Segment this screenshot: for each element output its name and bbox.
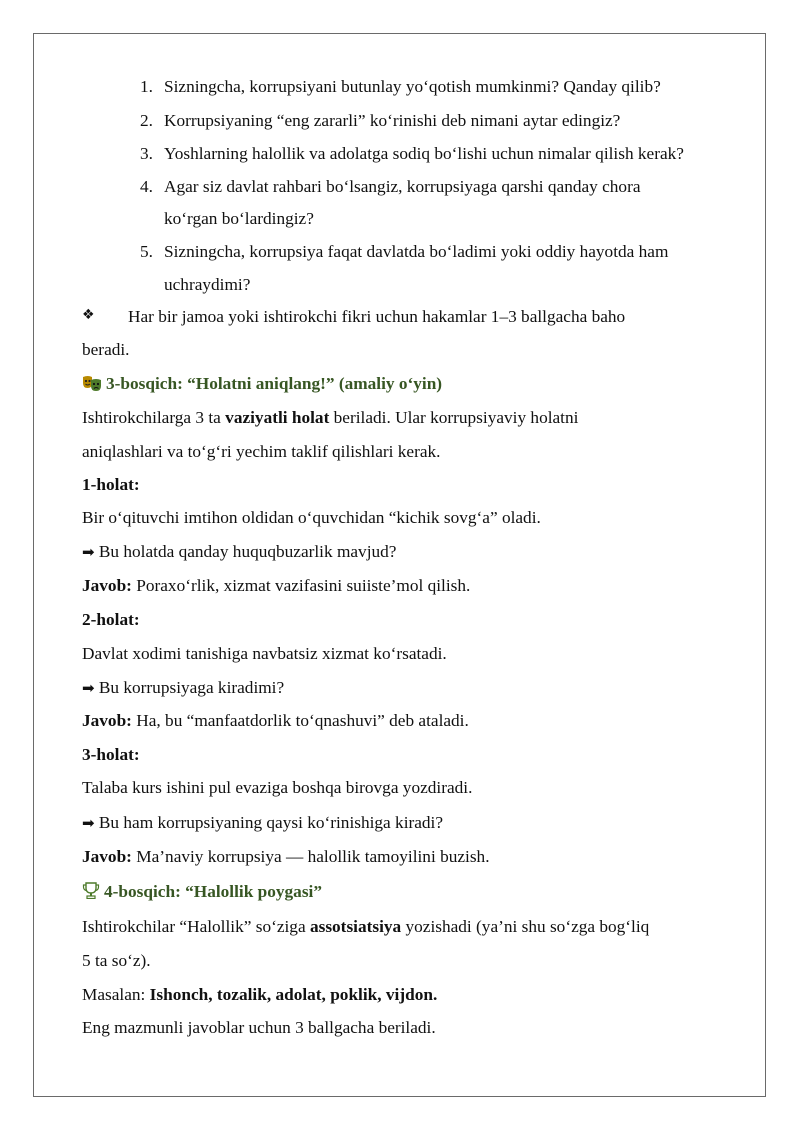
stage3-intro-continuation: aniqlashlari va to‘g‘ri yechim taklif qilishlari kerak. <box>82 442 441 461</box>
stage4-example: Masalan: Ishonch, tozalik, adolat, poklik, vijdon. <box>82 985 438 1004</box>
case-answer: Javob: Ma’naviy korrupsiya — halollik tamoyilini buzish. <box>82 847 490 866</box>
stage4-closing: Eng mazmunli javoblar uchun 3 ballgacha beriladi. <box>82 1018 436 1037</box>
case-answer: Javob: Ha, bu “manfaatdorlik to‘qnashuvi” deb ataladi. <box>82 711 469 730</box>
stage4-intro: Ishtirokchilar “Halollik” so‘ziga assotsiatsiya yozishadi (ya’ni shu so‘zga bog‘liq <box>82 917 650 936</box>
stage3-heading: 3-bosqich: “Holatni aniqlang!” (amaliy o‘yin) <box>82 375 442 392</box>
diamond-bullet-icon: ❖ <box>82 307 95 323</box>
case-question: ➡ Bu holatda qanday huquqbuzarlik mavjud? <box>82 542 397 561</box>
right-arrow-icon: ➡ <box>82 543 95 561</box>
case-question: ➡ Bu korrupsiyaga kiradimi? <box>82 678 285 697</box>
case-text: Davlat xodimi tanishiga navbatsiz xizmat ko‘rsatadi. <box>82 644 447 663</box>
case-answer: Javob: Poraxo‘rlik, xizmat vazifasini suiiste’mol qilish. <box>82 576 471 595</box>
stage4-heading: 4-bosqich: “Halollik poygasi” <box>82 882 322 900</box>
stage4-intro-continuation: 5 ta so‘z). <box>82 951 151 970</box>
case-label: 1-holat: <box>82 475 140 494</box>
case-question: ➡ Bu ham korrupsiyaning qaysi ko‘rinishiga kiradi? <box>82 813 444 832</box>
theater-masks-icon <box>82 375 102 391</box>
right-arrow-icon: ➡ <box>82 679 95 697</box>
case-text: Talaba kurs ishini pul evaziga boshqa birovga yozdiradi. <box>82 778 473 797</box>
stage3-intro: Ishtirokchilarga 3 ta vaziyatli holat beriladi. Ular korrupsiyaviy holatni <box>82 408 579 427</box>
note-paragraph-continuation: beradi. <box>82 340 130 359</box>
right-arrow-icon: ➡ <box>82 814 95 832</box>
trophy-icon <box>82 882 100 899</box>
case-label: 3-holat: <box>82 745 140 764</box>
case-text: Bir o‘qituvchi imtihon oldidan o‘quvchidan “kichik sovg‘a” oladi. <box>82 508 541 527</box>
case-label: 2-holat: <box>82 610 140 629</box>
